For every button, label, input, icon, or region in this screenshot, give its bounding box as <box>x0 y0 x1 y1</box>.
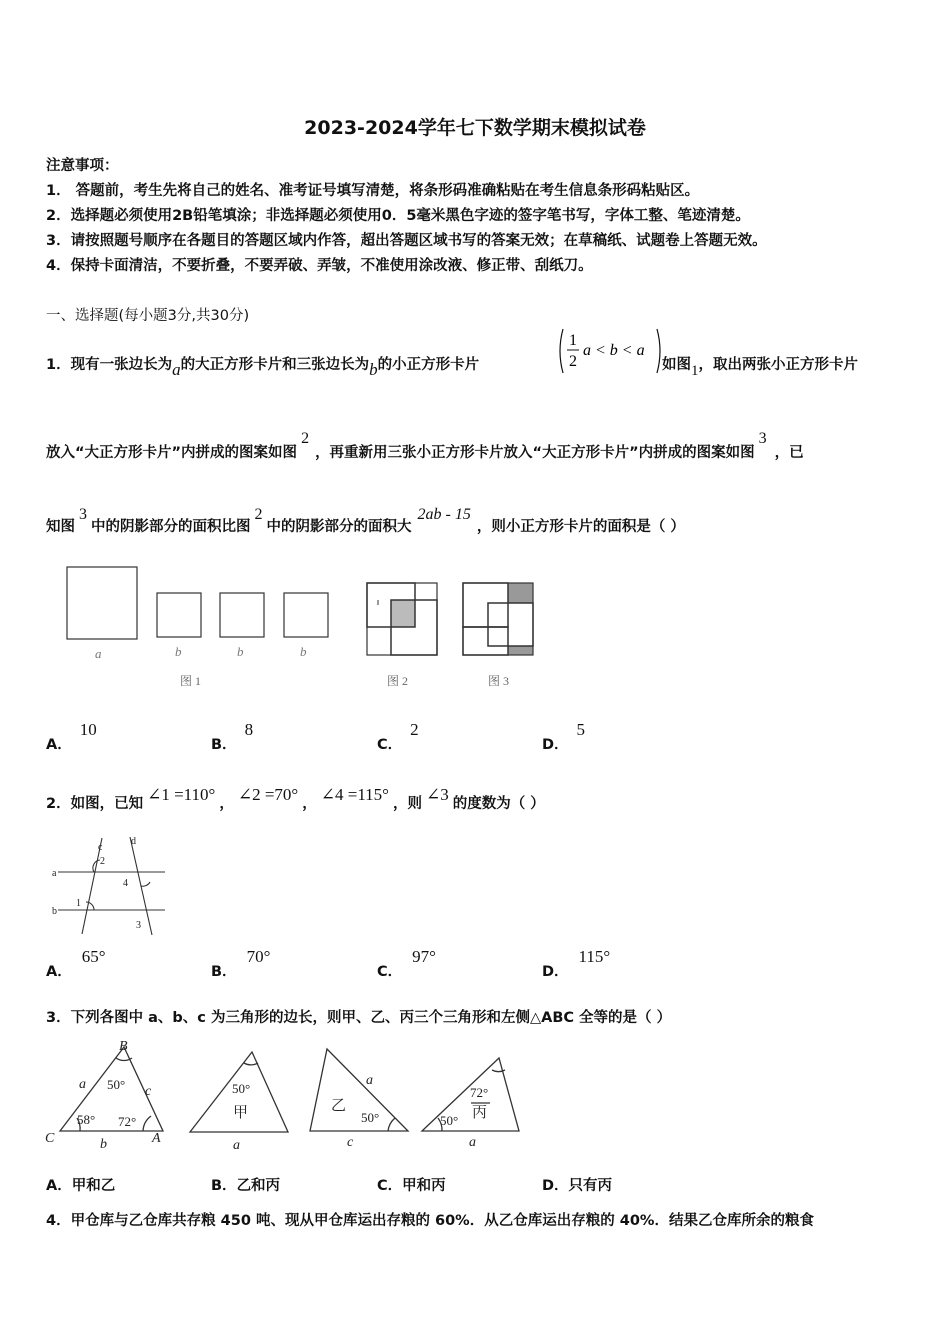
svg-text:b: b <box>237 644 244 659</box>
svg-text:1: 1 <box>569 332 577 349</box>
svg-text:1: 1 <box>76 898 81 909</box>
svg-text:丙: 丙 <box>472 1105 488 1121</box>
small-square <box>220 593 264 637</box>
q2-option-c: C．97° <box>377 947 436 980</box>
figure-3 <box>463 583 533 655</box>
q2-option-a: A．65° <box>46 947 106 980</box>
svg-text:2: 2 <box>100 856 105 867</box>
q1-text: 1．现有一张边长为a的大正方形卡片和三张边长为b的小正方形卡片 <box>46 357 480 379</box>
q2-option-b: B．70° <box>211 947 271 980</box>
q3-option-b: B．乙和丙 <box>211 1178 281 1194</box>
large-square <box>67 567 137 639</box>
svg-text:3: 3 <box>136 920 141 931</box>
svg-text:50°: 50° <box>232 1081 251 1096</box>
svg-text:C: C <box>45 1131 55 1146</box>
svg-text:a: a <box>52 868 57 879</box>
svg-text:c: c <box>98 842 103 853</box>
svg-text:a: a <box>469 1135 476 1150</box>
notice-item: 3．请按照题号顺序在各题目的答题区域内作答，超出答题区域书写的答案无效；在草稿纸、试题卷上答题无效。 <box>46 233 767 249</box>
notice-heading: 注意事项： <box>46 158 119 174</box>
q3-figure <box>40 1036 530 1154</box>
svg-text:c: c <box>145 1084 152 1099</box>
svg-text:a: a <box>233 1138 240 1153</box>
q1-text-line2: 放入“大正方形卡片”内拼成的图案如图2，再重新用三张小正方形卡片放入“大正方形卡片”内拼成的图案如图3，已 <box>46 430 804 461</box>
q2-figure <box>50 832 175 937</box>
q3-option-d: D．只有丙 <box>542 1178 613 1194</box>
svg-text:72°: 72° <box>470 1085 489 1100</box>
svg-text:b: b <box>300 644 307 659</box>
page-title: 2023-2024学年七下数学期末模拟试卷 <box>304 117 646 139</box>
small-square <box>157 593 201 637</box>
svg-text:图 2: 图 2 <box>387 674 409 688</box>
q1-condition <box>555 326 665 376</box>
svg-text:a: a <box>95 646 102 661</box>
svg-text:图 3: 图 3 <box>488 674 510 688</box>
q3-option-c: C．甲和丙 <box>377 1178 446 1194</box>
svg-text:a < b < a: a < b < a <box>583 342 645 359</box>
svg-text:b: b <box>175 644 182 659</box>
svg-text:B: B <box>119 1039 128 1054</box>
svg-text:a: a <box>366 1073 373 1088</box>
svg-text:a: a <box>79 1077 86 1092</box>
svg-text:50°: 50° <box>440 1113 459 1128</box>
svg-text:图 1: 图 1 <box>180 674 202 688</box>
notice-item: 2．选择题必须使用2B铅笔填涂；非选择题必须使用0．5毫米黑色字迹的签字笔书写，字体工整、笔迹清楚。 <box>46 208 750 224</box>
q2-option-d: D．115° <box>542 947 611 980</box>
q2-text: 2．如图，已知 ∠1 =110° ， ∠2 =70° ， ∠4 =115° ，则 ∠3 的度数为（ ） <box>46 785 545 812</box>
q1-option-c: C．2 <box>377 720 419 753</box>
svg-text:A: A <box>152 1131 161 1146</box>
small-square <box>284 593 328 637</box>
svg-text:72°: 72° <box>118 1114 137 1129</box>
svg-text:2: 2 <box>569 353 577 370</box>
svg-text:乙: 乙 <box>331 1098 347 1114</box>
q3-text: 3．下列各图中 a、b、c 为三角形的边长，则甲、乙、丙三个三角形和左侧△ABC 全等的是（ ） <box>46 1010 672 1026</box>
svg-text:4: 4 <box>123 878 128 889</box>
svg-text:b: b <box>52 906 57 917</box>
svg-text:50°: 50° <box>361 1110 380 1125</box>
svg-text:b: b <box>100 1137 107 1152</box>
q1-option-b: B．8 <box>211 720 254 753</box>
figure-2 <box>367 583 437 655</box>
q1-text-line3: 知图3中的阴影部分的面积比图2中的阴影部分的面积大2ab - 15，则小正方形卡片的面积是（ ） <box>46 506 685 535</box>
q1-option-a: A．10 <box>46 720 97 753</box>
svg-text:d: d <box>131 836 136 847</box>
svg-text:50°: 50° <box>107 1077 126 1092</box>
q3-option-a: A．甲和乙 <box>46 1178 116 1194</box>
svg-text:58°: 58° <box>77 1112 96 1127</box>
svg-text:甲: 甲 <box>233 1105 249 1121</box>
notice-item: 1． 答题前，考生先将自己的姓名、准考证号填写清楚，将条形码准确粘贴在考生信息条形码粘贴区。 <box>46 183 700 199</box>
q4-text: 4．甲仓库与乙仓库共存粮 450 吨、现从甲仓库运出存粮的 60%．从乙仓库运出存粮的 40%．结果乙仓库所余的粮食 <box>46 1213 814 1229</box>
notice-item: 4．保持卡面清洁，不要折叠，不要弄破、弄皱，不准使用涂改液、修正带、刮纸刀。 <box>46 258 593 274</box>
q1-figure <box>60 560 550 695</box>
q1-option-d: D．5 <box>542 720 586 753</box>
svg-text:c: c <box>347 1135 354 1150</box>
section-heading: 一、选择题(每小题3分,共30分) <box>46 308 250 324</box>
